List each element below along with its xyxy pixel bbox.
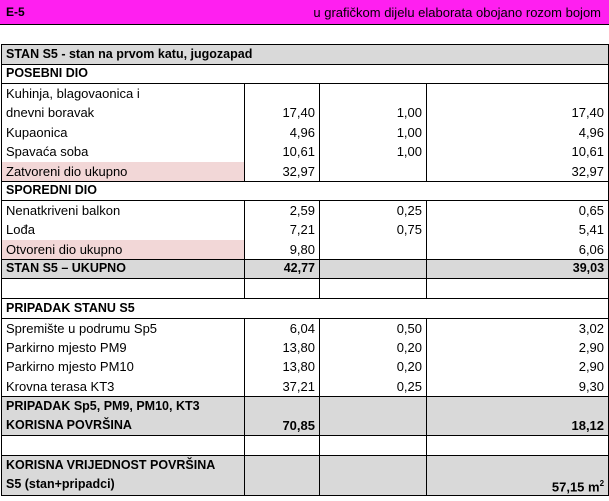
stan-title: STAN S5 - stan na prvom katu, jugozapad <box>2 45 609 65</box>
row-name: Nenatkriveni balkon <box>2 201 245 221</box>
spacer-row <box>2 279 609 299</box>
row-coef: 0,20 <box>320 357 427 377</box>
pripadak-title-row <box>2 299 609 319</box>
table-row <box>2 377 609 397</box>
total-name: Zatvoreni dio ukupno <box>2 162 245 182</box>
document-header <box>0 0 609 25</box>
row-value: 5,41 <box>427 220 609 240</box>
sporedni-total-row <box>2 240 609 260</box>
row-coef: 0,50 <box>320 318 427 338</box>
posebni-title-row <box>2 64 609 84</box>
table-row <box>2 84 609 104</box>
pripadak-total-value: 18,12 <box>427 416 609 436</box>
row-name: Spremište u podrumu Sp5 <box>2 318 245 338</box>
row-coef: 0,25 <box>320 377 427 397</box>
row-coef: 0,20 <box>320 338 427 358</box>
stan-total-name: STAN S5 – UKUPNO <box>2 259 245 279</box>
table-row <box>2 201 609 221</box>
pripadak-total-name-2: KORISNA POVRŠINA <box>2 416 245 436</box>
row-area: 6,04 <box>245 318 320 338</box>
row-value: 10,61 <box>427 142 609 162</box>
total-area: 9,80 <box>245 240 320 260</box>
korisna-row-2 <box>2 475 609 496</box>
row-name: Parkirno mjesto PM9 <box>2 338 245 358</box>
row-name: Spavaća soba <box>2 142 245 162</box>
row-coef: 0,75 <box>320 220 427 240</box>
table-row <box>2 103 609 123</box>
row-name: Parkirno mjesto PM10 <box>2 357 245 377</box>
sporedni-title-row <box>2 181 609 201</box>
row-area: 10,61 <box>245 142 320 162</box>
row-area: 4,96 <box>245 123 320 143</box>
total-value: 32,97 <box>427 162 609 182</box>
pripadak-total-area: 70,85 <box>245 416 320 436</box>
table-row <box>2 142 609 162</box>
row-coef: 1,00 <box>320 123 427 143</box>
row-name: Kupaonica <box>2 123 245 143</box>
pripadak-total-name-1: PRIPADAK Sp5, PM9, PM10, KT3 <box>2 396 245 416</box>
header-note: u grafičkom dijelu elaborata obojano rozom bojom <box>313 5 601 20</box>
posebni-title: POSEBNI DIO <box>2 64 609 84</box>
table-row <box>2 318 609 338</box>
korisna-value: 57,15 m <box>551 478 600 494</box>
row-area: 17,40 <box>245 103 320 123</box>
table-row <box>2 220 609 240</box>
row-coef: 0,25 <box>320 201 427 221</box>
total-value: 6,06 <box>427 240 609 260</box>
total-name: Otvoreni dio ukupno <box>2 240 245 260</box>
total-area: 32,97 <box>245 162 320 182</box>
row-area: 2,59 <box>245 201 320 221</box>
spacer-row <box>2 435 609 455</box>
row-area: 37,21 <box>245 377 320 397</box>
row-name: Lođa <box>2 220 245 240</box>
table-row <box>2 338 609 358</box>
stan-total-value: 39,03 <box>427 259 609 279</box>
row-value: 2,90 <box>427 357 609 377</box>
pripadak-total-row-2 <box>2 416 609 436</box>
stan-title-row <box>2 45 609 65</box>
stan-total-area: 42,77 <box>245 259 320 279</box>
row-value: 17,40 <box>427 103 609 123</box>
table-row <box>2 123 609 143</box>
row-name: dnevni boravak <box>2 103 245 123</box>
korisna-subtitle: S5 (stan+pripadci) <box>2 475 245 496</box>
pripadak-total-row-1 <box>2 396 609 416</box>
pripadak-title: PRIPADAK STANU S5 <box>2 299 609 319</box>
document-code: E-5 <box>6 5 25 19</box>
korisna-row-1 <box>2 455 609 475</box>
row-value: 0,65 <box>427 201 609 221</box>
row-area: 13,80 <box>245 357 320 377</box>
row-value: 4,96 <box>427 123 609 143</box>
row-value: 2,90 <box>427 338 609 358</box>
row-name: Krovna terasa KT3 <box>2 377 245 397</box>
area-table <box>1 44 609 496</box>
row-area: 13,80 <box>245 338 320 358</box>
row-value: 9,30 <box>427 377 609 397</box>
sporedni-title: SPOREDNI DIO <box>2 181 609 201</box>
unit-superscript: 2 <box>599 478 605 488</box>
row-coef: 1,00 <box>320 103 427 123</box>
row-name: Kuhinja, blagovaonica i <box>2 84 245 104</box>
korisna-title: KORISNA VRIJEDNOST POVRŠINA <box>2 455 245 475</box>
korisna-value-cell <box>427 475 609 496</box>
stan-total-row <box>2 259 609 279</box>
row-value: 3,02 <box>427 318 609 338</box>
table-row <box>2 357 609 377</box>
posebni-total-row <box>2 162 609 182</box>
row-coef: 1,00 <box>320 142 427 162</box>
row-area: 7,21 <box>245 220 320 240</box>
